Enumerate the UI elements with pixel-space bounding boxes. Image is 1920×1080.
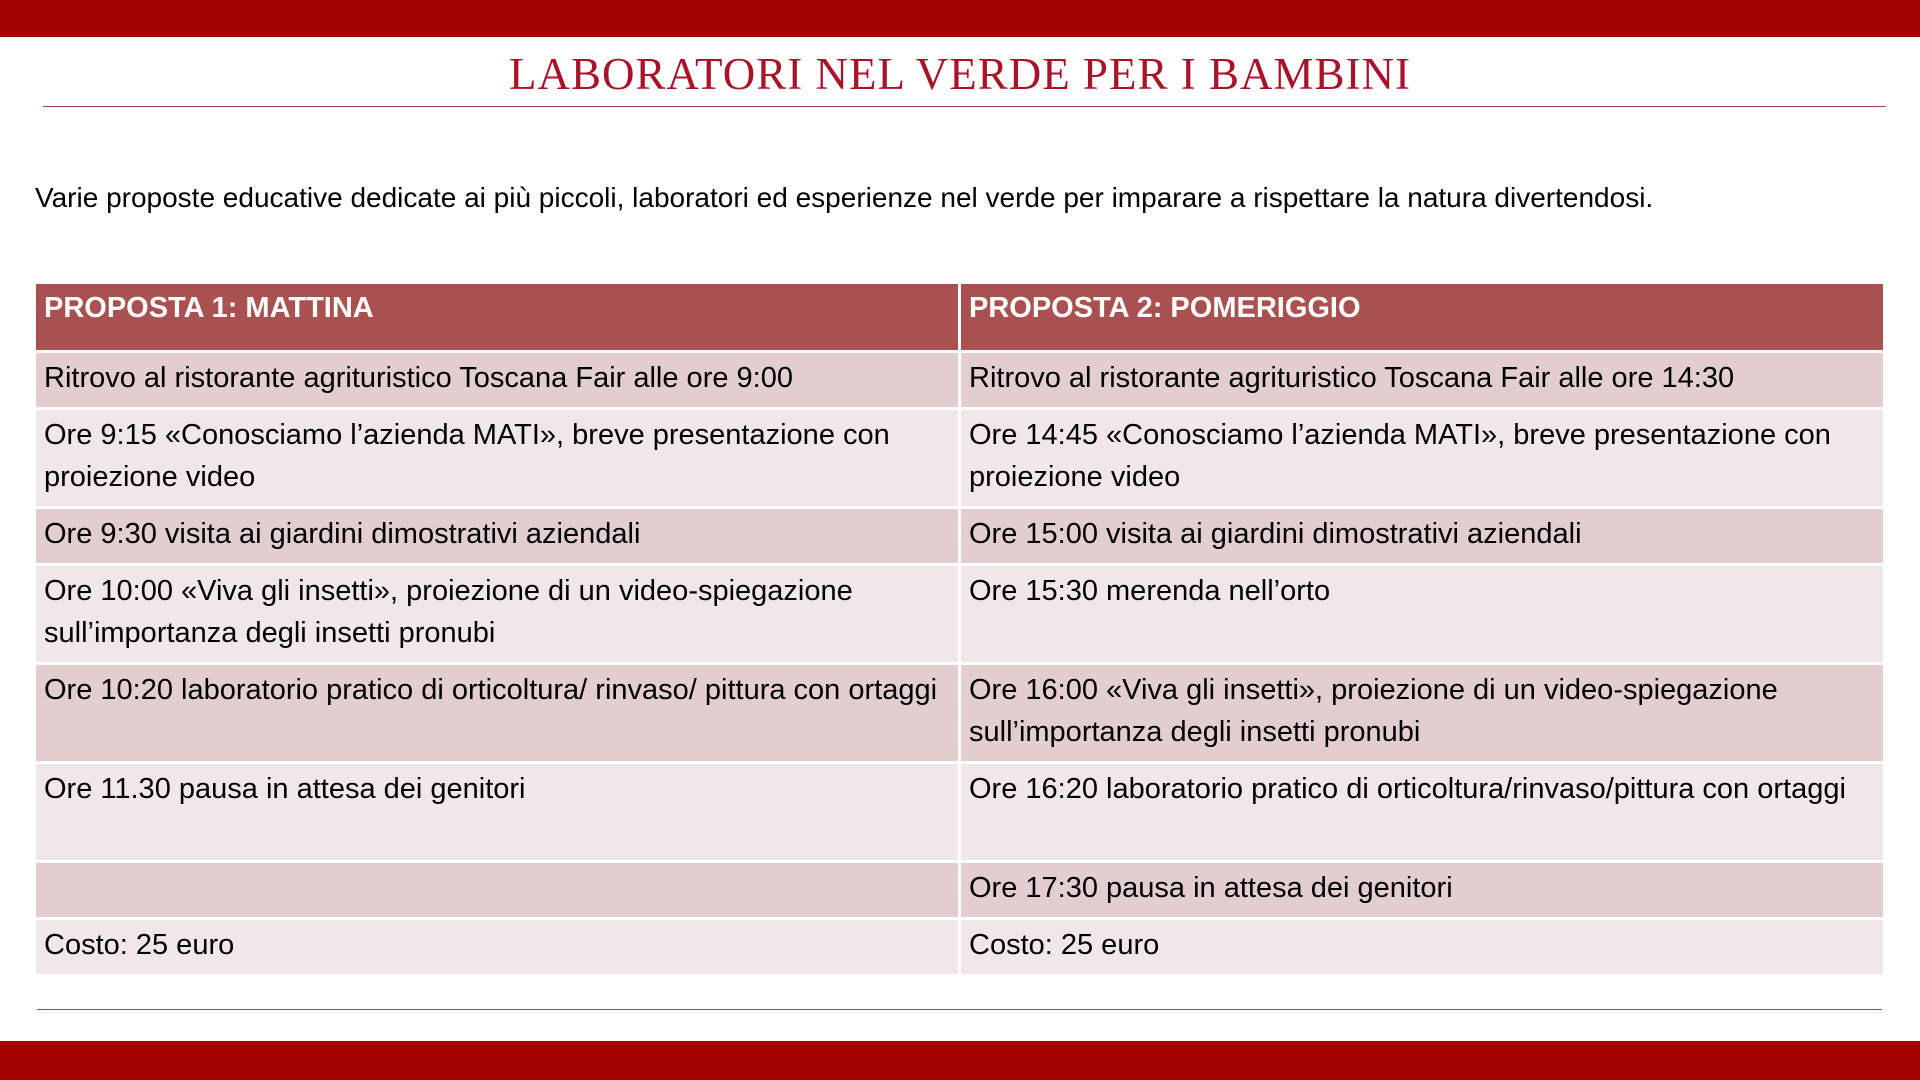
table-row	[36, 566, 1883, 662]
intro-text: Varie proposte educative dedicate ai più piccoli, laboratori ed esperienze nel verde per imparare a rispettare la natura divertendosi.	[35, 182, 1654, 213]
table-cell-mattina	[36, 863, 958, 917]
table-row	[36, 863, 1883, 917]
footer-divider	[37, 1009, 1882, 1010]
table-cell-pomeriggio: Ore 15:30 merenda nell’orto	[961, 566, 1883, 662]
table-cell-mattina: Ore 10:00 «Viva gli insetti», proiezione di un video-spiegazione sull’importanza degli insetti pronubi	[36, 566, 958, 662]
table-cell-mattina: Ore 9:30 visita ai giardini dimostrativi aziendali	[36, 509, 958, 563]
page-title: LABORATORI NEL VERDE PER I BAMBINI	[509, 49, 1411, 99]
top-brand-bar	[0, 0, 1920, 37]
header-proposta-2: PROPOSTA 2: POMERIGGIO	[961, 284, 1883, 350]
table-row	[36, 353, 1883, 407]
table-cell-pomeriggio: Ore 17:30 pausa in attesa dei genitori	[961, 863, 1883, 917]
table-cell-mattina: Ritrovo al ristorante agrituristico Toscana Fair alle ore 9:00	[36, 353, 958, 407]
header-proposta-1: PROPOSTA 1: MATTINA	[36, 284, 958, 350]
table-row	[36, 509, 1883, 563]
table-row	[36, 764, 1883, 860]
table-cell-mattina: Ore 11.30 pausa in attesa dei genitori	[36, 764, 958, 860]
table-row	[36, 920, 1883, 974]
table-cell-pomeriggio: Costo: 25 euro	[961, 920, 1883, 974]
table-row	[36, 665, 1883, 761]
table-cell-pomeriggio: Ore 15:00 visita ai giardini dimostrativi aziendali	[961, 509, 1883, 563]
title-divider	[43, 106, 1886, 107]
table-header-row	[36, 284, 1883, 350]
table-cell-mattina: Ore 10:20 laboratorio pratico di orticoltura/ rinvaso/ pittura con ortaggi	[36, 665, 958, 761]
table-cell-pomeriggio: Ritrovo al ristorante agrituristico Toscana Fair alle ore 14:30	[961, 353, 1883, 407]
table-cell-pomeriggio: Ore 16:20 laboratorio pratico di orticoltura/rinvaso/pittura con ortaggi	[961, 764, 1883, 860]
table-cell-mattina: Ore 9:15 «Conosciamo l’azienda MATI», breve presentazione con proiezione video	[36, 410, 958, 506]
table-row	[36, 410, 1883, 506]
bottom-brand-bar	[0, 1041, 1920, 1080]
table-cell-pomeriggio: Ore 14:45 «Conosciamo l’azienda MATI», breve presentazione con proiezione video	[961, 410, 1883, 506]
schedule-table	[33, 281, 1886, 977]
table-cell-pomeriggio: Ore 16:00 «Viva gli insetti», proiezione di un video-spiegazione sull’importanza degli insetti pronubi	[961, 665, 1883, 761]
table-cell-mattina: Costo: 25 euro	[36, 920, 958, 974]
